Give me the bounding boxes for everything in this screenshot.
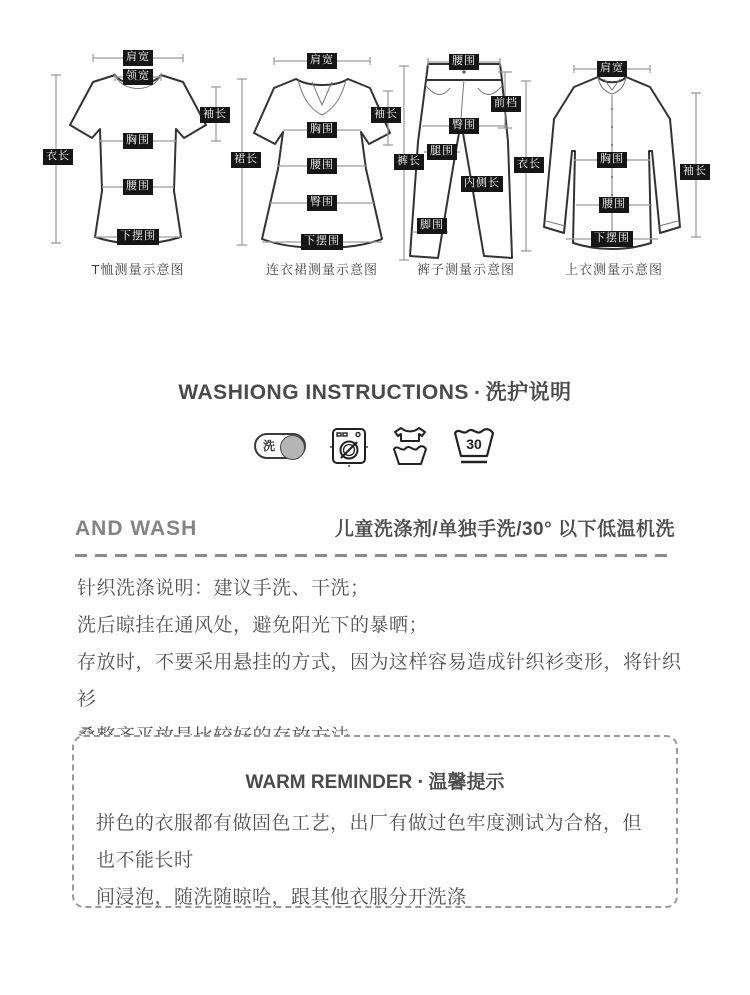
reminder-bullet: ▪ [418,774,423,788]
measure-label-waist: 腰围 [599,197,629,213]
wash-temp-label: 30 [466,436,482,452]
reminder-line: 间浸泡，随洗随晾哈，跟其他衣服分开洗涤 [96,887,467,908]
tshirt-measure-diagram [40,45,236,278]
measure-label-chest: 胸围 [307,122,337,138]
washing-instructions-heading [0,376,750,406]
reminder-title-zh: 温馨提示 [428,772,505,793]
measure-label-length: 裤长 [394,154,424,170]
measure-label-shoulder: 肩宽 [597,61,627,77]
measure-label-length: 衣长 [514,157,544,173]
hand-wash-toggle-icon [254,433,306,459]
garment-wash-icon [392,425,428,467]
warm-reminder-text [96,805,656,916]
measure-label-chest: 胸围 [597,152,627,168]
measure-label-thigh: 腿围 [427,144,457,160]
measure-label-waist: 腰围 [449,54,479,70]
care-symbols-row [0,424,750,468]
dashed-divider [75,554,675,557]
wash-30-degrees-icon [452,423,496,469]
dress-measure-diagram [234,45,410,278]
measure-label-length: 衣长 [43,149,73,165]
shirt-measure-diagram [518,55,710,278]
dress-outline-drawing [234,45,410,257]
measure-label-front-rise: 前档 [491,96,521,112]
warm-reminder-box [72,735,678,908]
heading-text-zh: 洗护说明 [485,381,572,404]
heading-text-en: WASHIONG INSTRUCTIONS [178,381,469,404]
warm-reminder-title [74,767,676,794]
diagram-caption-shirt: 上衣测量示意图 [564,262,663,277]
and-wash-section [75,514,675,557]
measure-label-chest: 胸围 [123,133,153,149]
measure-label-shoulder: 肩宽 [123,50,153,66]
care-line: 洗后晾挂在通风处，避免阳光下的暴晒； [77,615,429,636]
measure-label-hem: 下摆围 [117,229,159,245]
knit-care-instructions [77,570,683,755]
measure-label-shoulder: 肩宽 [307,53,337,69]
heading-bullet: ▪ [474,385,480,399]
and-wash-detail: 儿童洗涤剂/单独手洗/30° 以下低温机洗 [334,519,675,540]
measure-label-inseam: 内侧长 [461,176,503,192]
measure-label-waist: 腰围 [307,158,337,174]
measure-label-ankle: 脚围 [417,218,447,234]
and-wash-label: AND WASH [75,517,198,540]
measure-label-length: 裙长 [231,152,261,168]
reminder-title-en: WARM REMINDER [245,772,413,793]
measure-label-sleeve: 袖长 [200,107,230,123]
care-line: 存放时，不要采用悬挂的方式，因为这样容易造成针织衫变形，将针织衫 [77,652,682,710]
measure-label-waist: 腰围 [123,179,153,195]
measure-label-hip: 臀围 [307,195,337,211]
measure-label-hem: 下摆围 [591,231,633,247]
diagram-caption-dress: 连衣裙测量示意图 [265,262,378,277]
reminder-line: 拼色的衣服都有做固色工艺，出厂有做过色牢度测试为合格，但也不能长时 [96,813,643,871]
measure-label-sleeve: 袖长 [371,107,401,123]
toggle-knob [280,435,305,460]
diagram-caption-pants: 裤子测量示意图 [416,262,515,277]
measure-label-hip: 臀围 [449,118,479,134]
wash-toggle-label: 洗 [263,439,276,454]
measure-label-hem: 下摆围 [301,234,343,250]
no-machine-wash-icon [330,425,368,467]
care-line: 针织洗涤说明：建议手洗、干洗； [77,578,370,599]
measure-label-collar: 领宽 [123,69,153,85]
diagram-caption-tshirt: T恤测量示意图 [91,262,185,277]
measure-label-sleeve: 袖长 [680,164,710,180]
